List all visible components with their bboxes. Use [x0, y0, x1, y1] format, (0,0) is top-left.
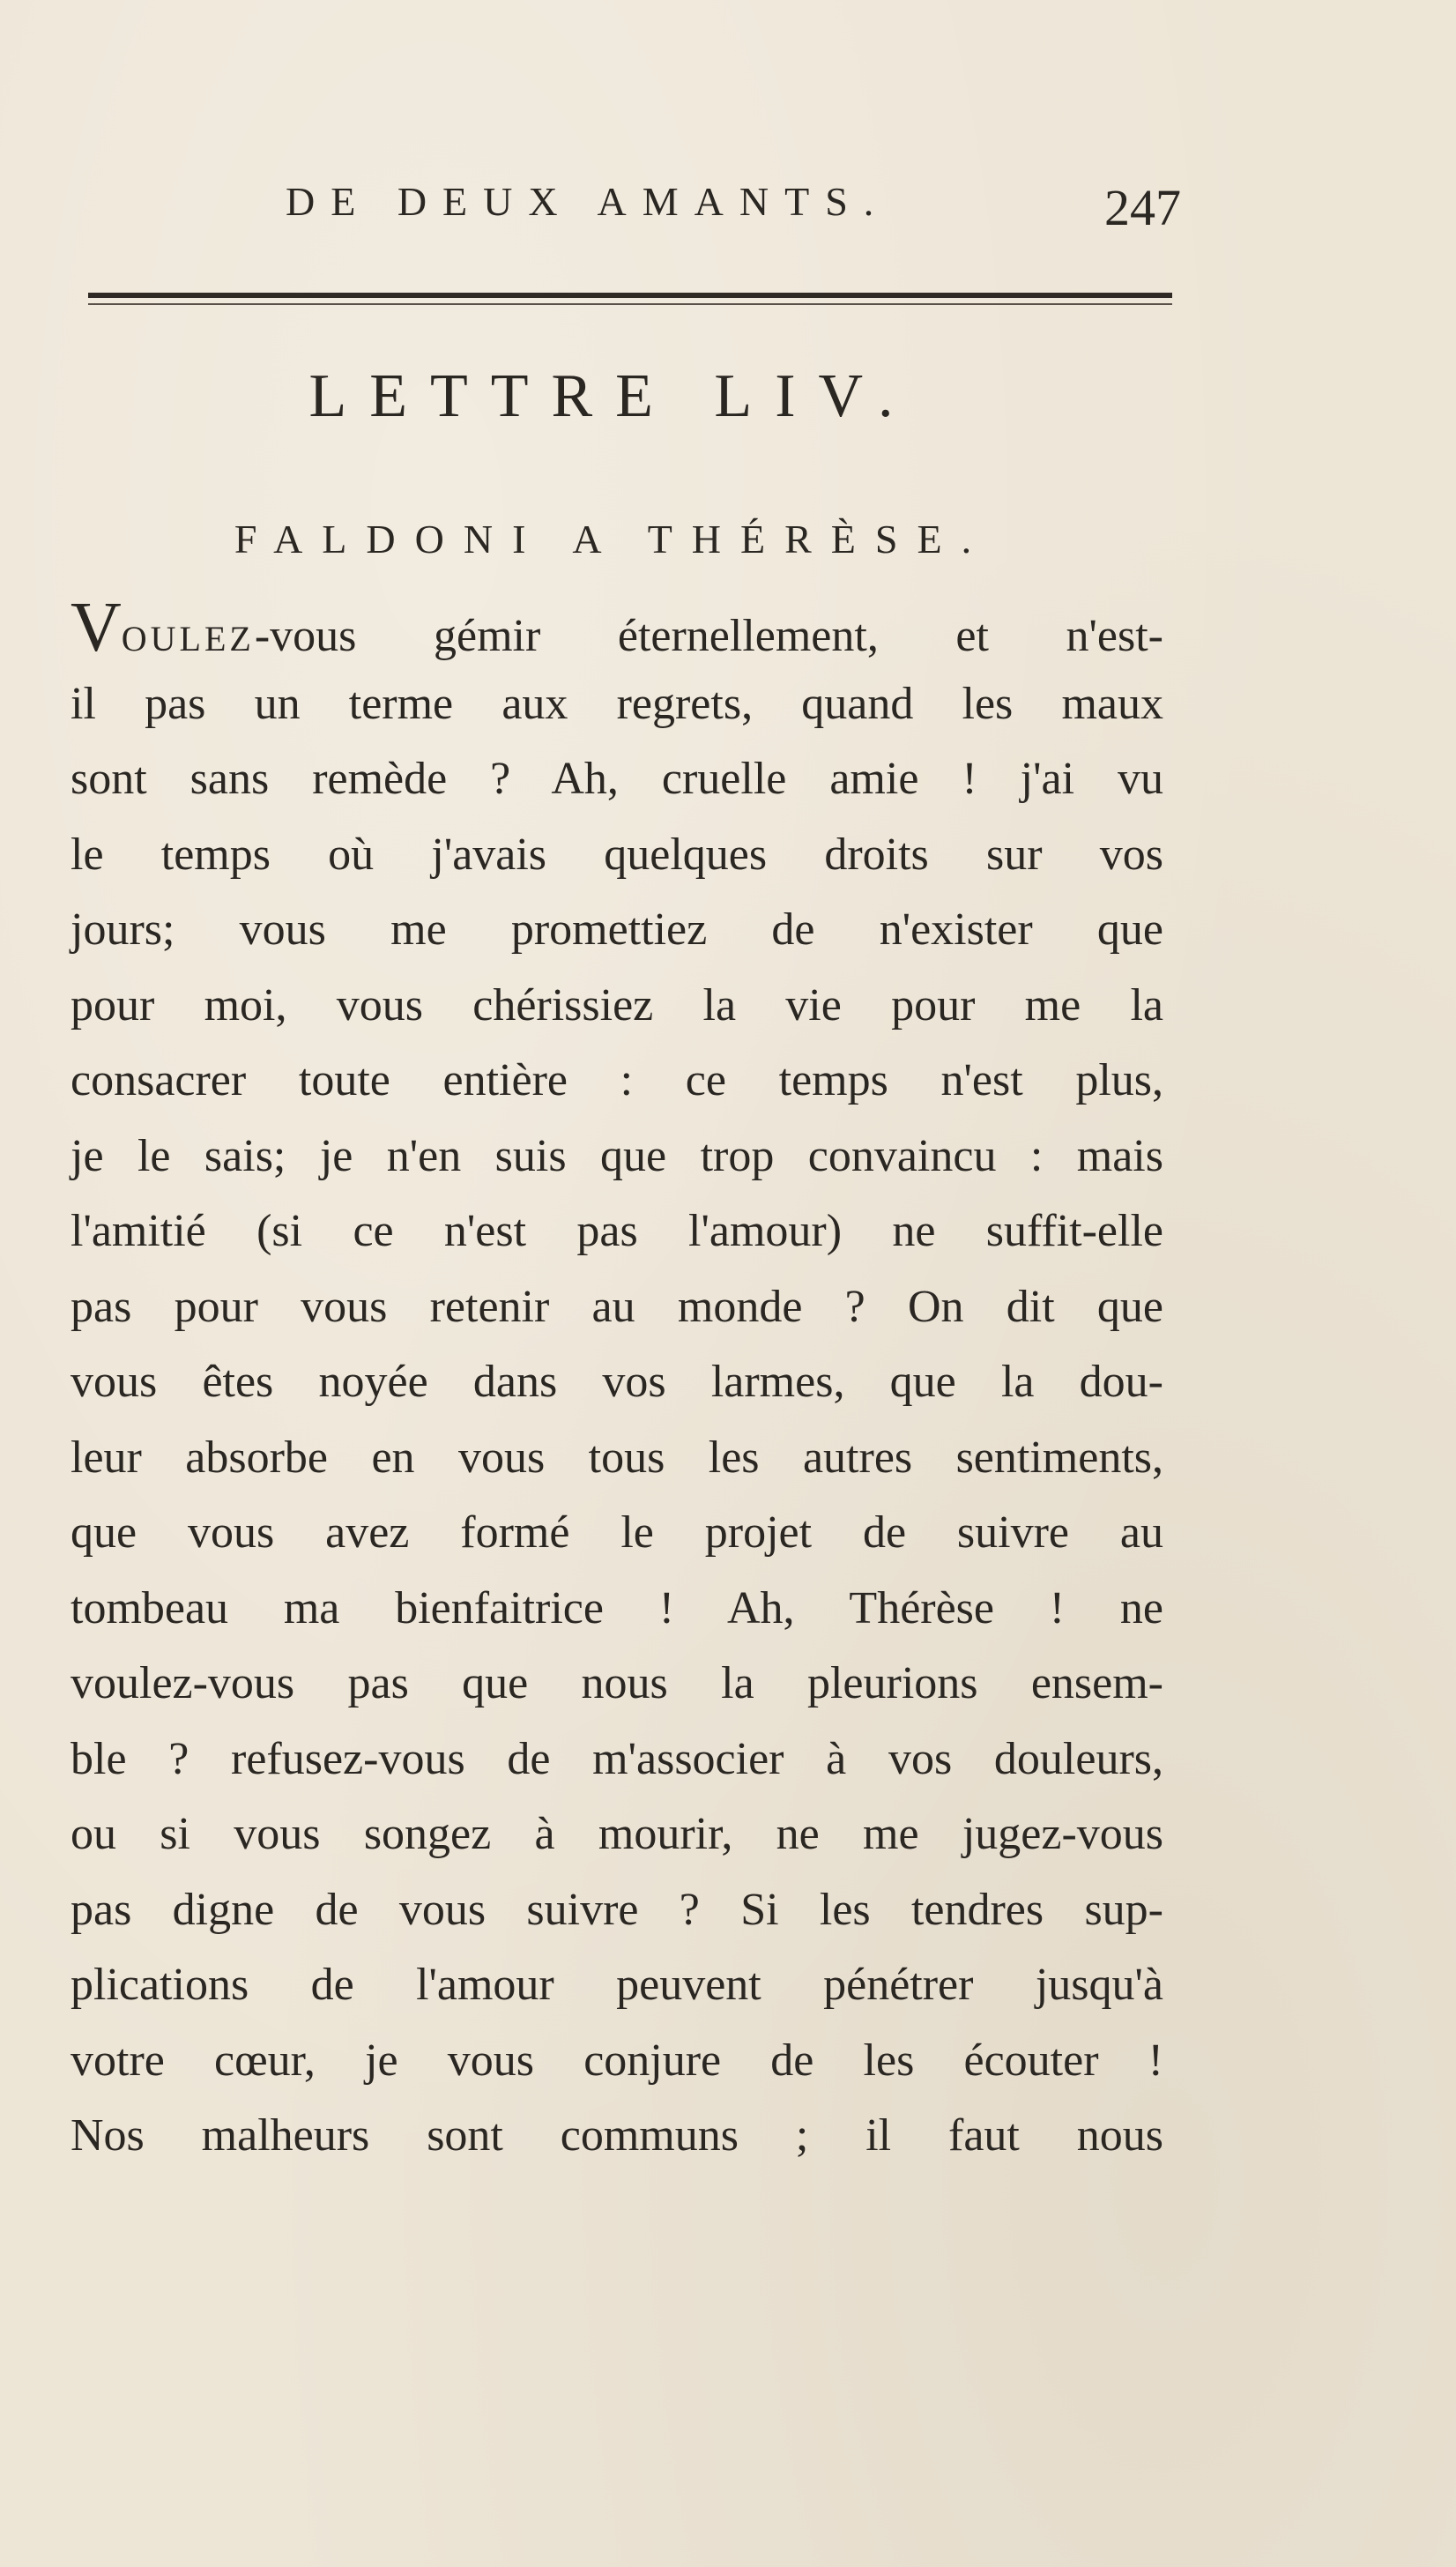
text-line: leur absorbe en vous tous les autres sentiments, [71, 1432, 1163, 1483]
letter-subtitle: FALDONI A THÉRÈSE. [234, 517, 992, 562]
text-line [71, 591, 1163, 666]
text-line: voulez-vous pas que nous la pleurions ensem- [71, 1658, 1163, 1708]
running-title: DE DEUX AMANTS. [286, 179, 890, 224]
text-line: jours; vous me promettiez de n'exister que [71, 904, 1163, 955]
letter-body [71, 591, 1163, 2174]
text-line: que vous avez formé le projet de suivre au [71, 1507, 1163, 1558]
text-line: tombeau ma bienfaitrice ! Ah, Thérèse ! ne [71, 1582, 1163, 1633]
text-line: consacrer toute entière : ce temps n'est plus, [71, 1055, 1163, 1105]
text-line: ble ? refusez-vous de m'associer à vos douleurs, [71, 1733, 1163, 1784]
text-line: pour moi, vous chérissiez la vie pour me la [71, 979, 1163, 1031]
text-line: vous êtes noyée dans vos larmes, que la dou- [71, 1357, 1163, 1407]
first-line-rest: -vous gémir éternellement, et n'est- [254, 611, 1163, 661]
page-number: 247 [1104, 179, 1181, 236]
text-line: il pas un terme aux regrets, quand les maux [71, 678, 1163, 729]
text-line: Nos malheurs sont communs ; il faut nous [71, 2110, 1163, 2161]
text-line: l'amitié (si ce n'est pas l'amour) ne suffit-elle [71, 1206, 1163, 1256]
header-rule [88, 293, 1172, 298]
first-word-smallcaps: OULEZ [121, 619, 255, 658]
text-line: sont sans remède ? Ah, cruelle amie ! j'ai vu [71, 754, 1163, 804]
text-line: pas pour vous retenir au monde ? On dit que [71, 1281, 1163, 1332]
header-rule-thin [88, 303, 1172, 305]
letter-title: LETTRE LIV. [308, 362, 917, 430]
text-line: ou si vous songez à mourir, ne me jugez-vous [71, 1809, 1163, 1859]
text-line: je le sais; je n'en suis que trop convaincu : mais [71, 1130, 1163, 1181]
text-line: plications de l'amour peuvent pénétrer jusqu'à [71, 1960, 1163, 2010]
text-line: votre cœur, je vous conjure de les écouter ! [71, 2035, 1163, 2086]
text-line: pas digne de vous suivre ? Si les tendres sup- [71, 1884, 1163, 1935]
running-head [264, 169, 1181, 240]
text-line: le temps où j'avais quelques droits sur vos [71, 829, 1163, 880]
drop-initial: V [71, 589, 122, 666]
